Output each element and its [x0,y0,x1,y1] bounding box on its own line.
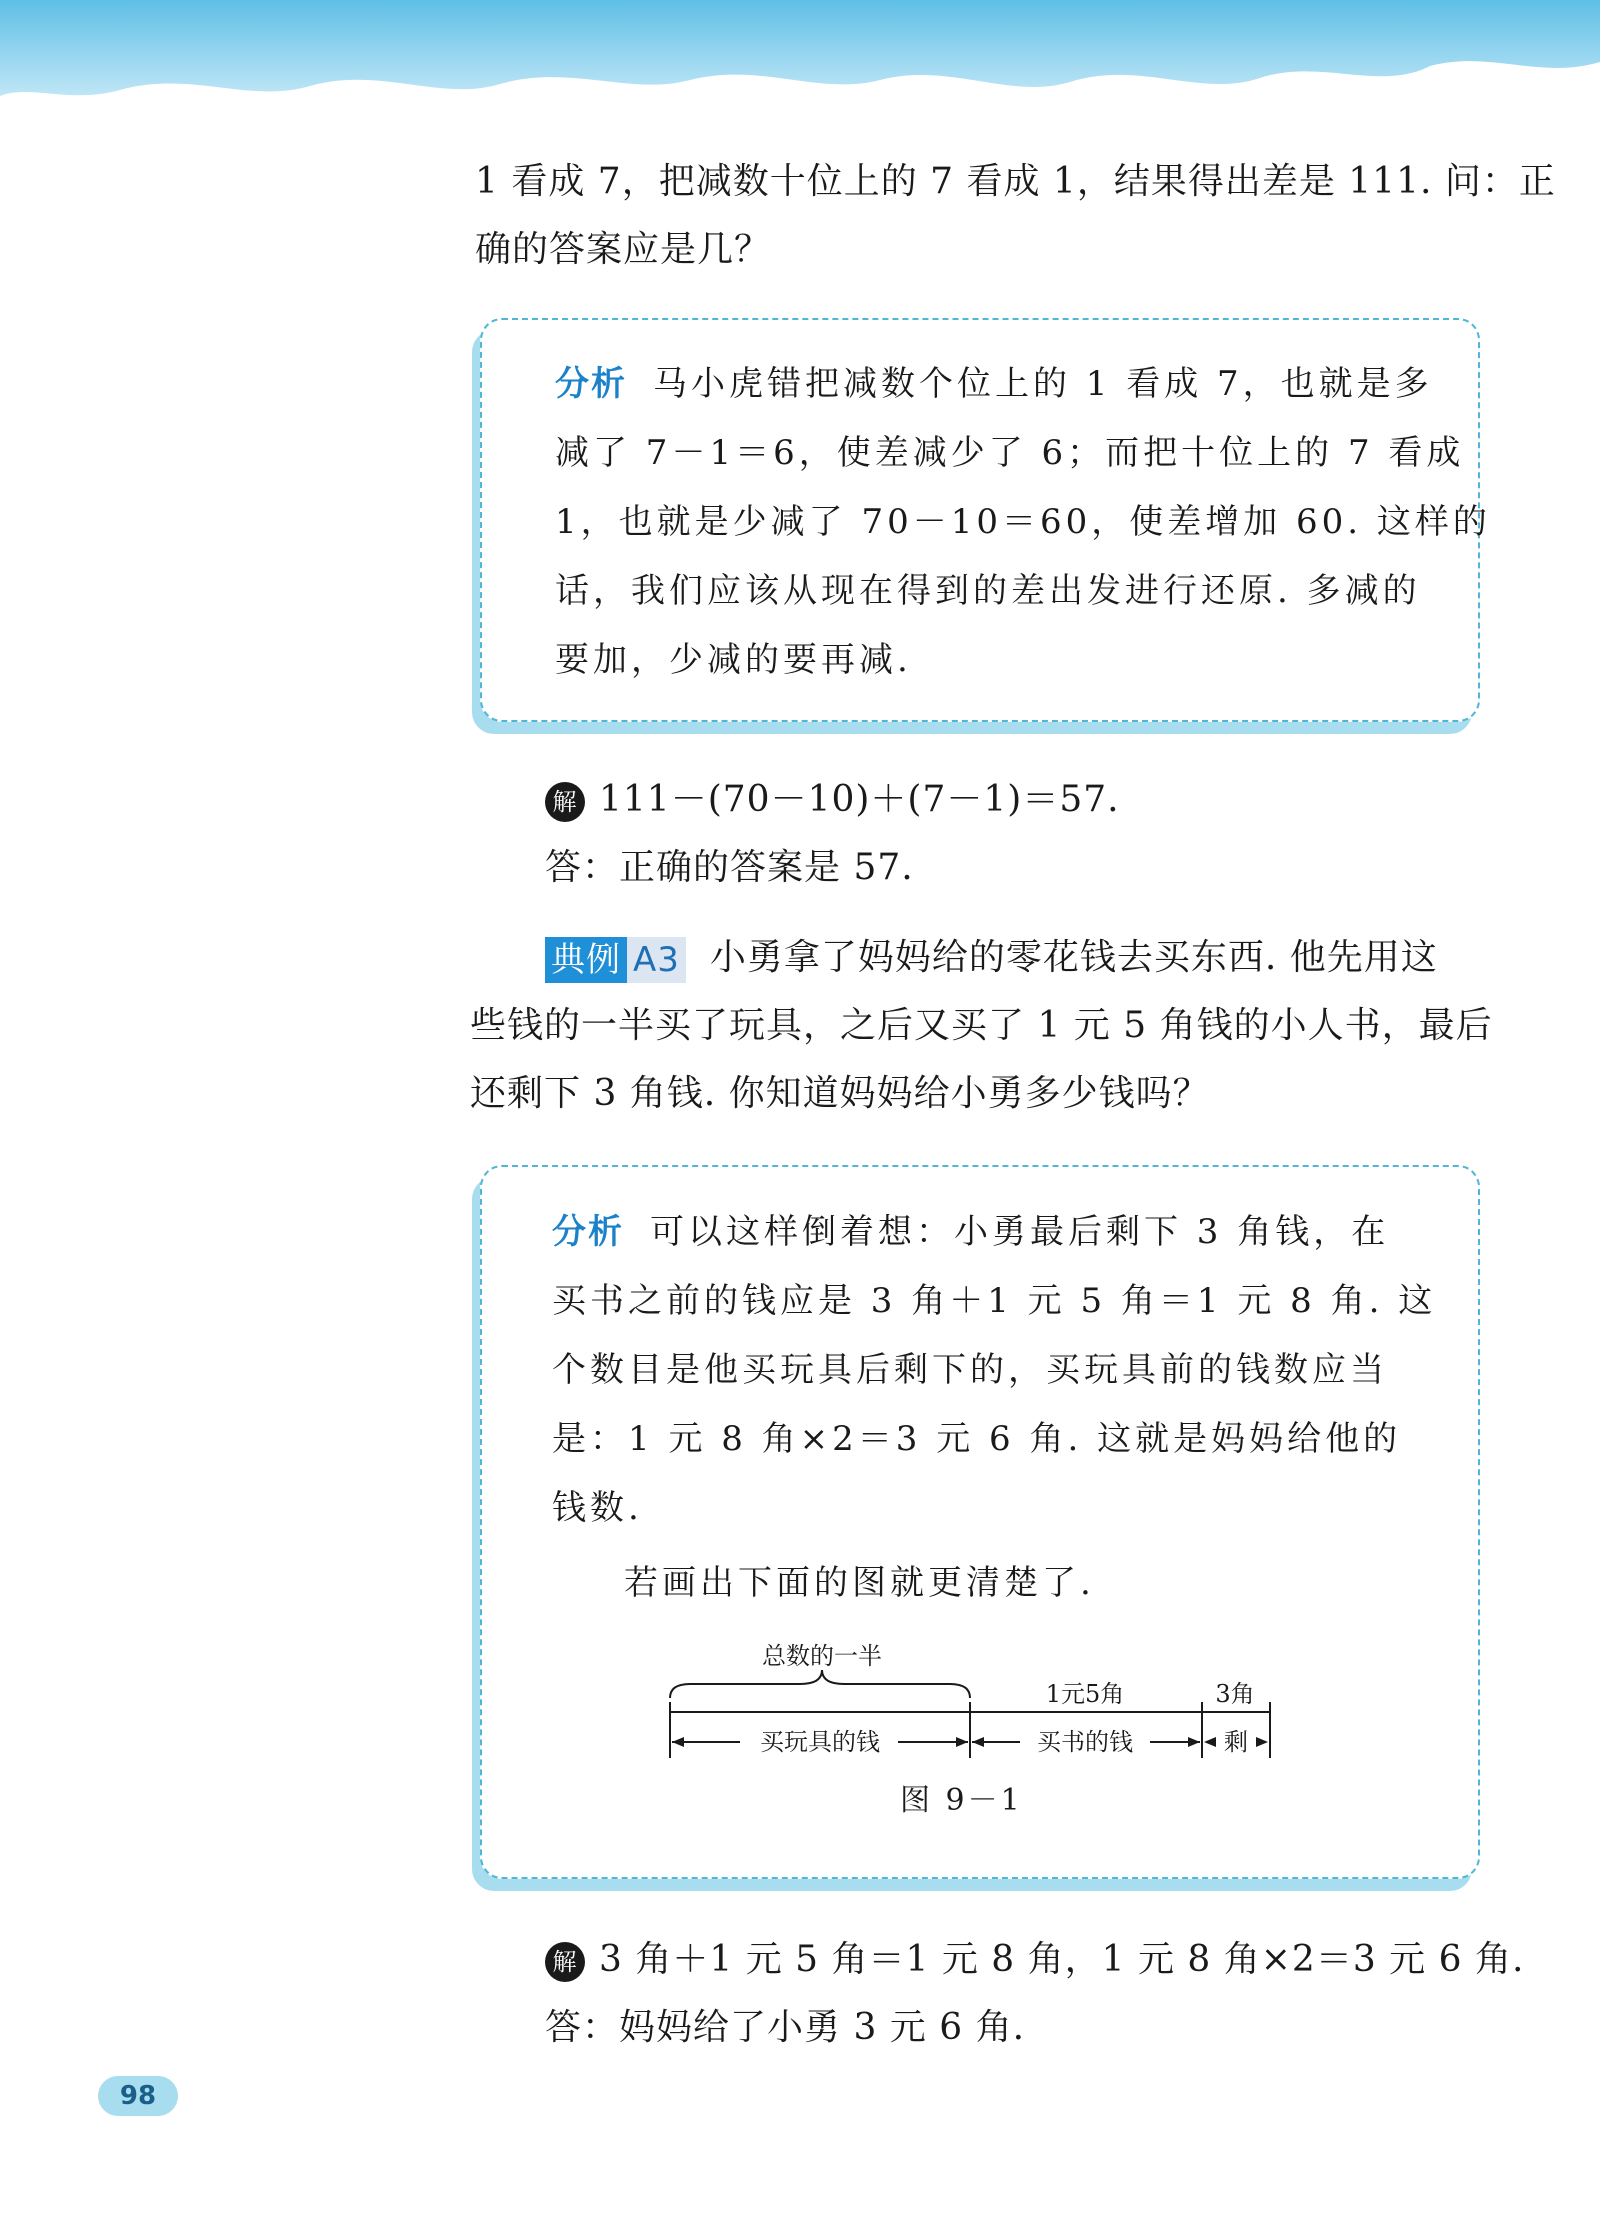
page-number: 98 [98,2076,178,2116]
segment-1-label: 买玩具的钱 [760,1728,880,1756]
arrowhead [1188,1737,1200,1747]
analysis-2-text [552,1198,1436,1618]
segment-3-label: 剩 [1224,1728,1248,1756]
solution-1 [545,766,1120,902]
text-line: 小勇拿了妈妈给的零花钱去买东西. 他先用这 [709,937,1438,978]
sky-cloud-header [0,0,1600,140]
solution-badge: 解 [545,782,585,822]
analysis-label: 分析 [552,1212,624,1252]
solution-answer: 答：正确的答案是 57. [545,847,914,888]
figure-caption: 图 9－1 [900,1783,1023,1818]
example-a3 [470,924,1493,1128]
brace-label: 总数的一半 [762,1642,882,1670]
text-line: 个数目是他买玩具后剩下的，买玩具前的钱数应当 [552,1350,1388,1390]
text-line: 确的答案应是几？ [475,229,772,270]
text-line: 还剩下 3 角钱. 你知道妈妈给小勇多少钱吗？ [470,1073,1210,1114]
segment-2-label: 买书的钱 [1037,1728,1133,1756]
arrowhead [972,1737,984,1747]
text-line: 是：1 元 8 角×2＝3 元 6 角. 这就是妈妈给他的 [552,1419,1402,1459]
text-line: 话，我们应该从现在得到的差出发进行还原. 多减的 [555,571,1421,611]
text-line: 1，也就是少减了 70－10＝60，使差增加 60. 这样的 [555,502,1491,542]
analysis-1-text [555,350,1491,695]
solution-expression: 111－(70－10)＋(7－1)＝57. [599,779,1120,820]
solution-2 [545,1926,1524,2062]
solution-badge: 解 [545,1942,585,1982]
text-line: 1 看成 7，把减数十位上的 7 看成 1，结果得出差是 111. 问：正 [475,161,1556,202]
text-line: 钱数. [552,1488,643,1528]
text-line: 若画出下面的图就更清楚了. [624,1563,1095,1603]
solution-expression: 3 角＋1 元 5 角＝1 元 8 角，1 元 8 角×2＝3 元 6 角. [599,1939,1525,1980]
arrowhead [1256,1737,1268,1747]
segment-3-amount: 3角 [1215,1680,1255,1708]
arrowhead [672,1737,684,1747]
text-line: 些钱的一半买了玩具，之后又买了 1 元 5 角钱的小人书，最后 [470,1005,1493,1046]
problem-text-continued [475,148,1556,284]
arrowhead [1204,1737,1216,1747]
text-line: 马小虎错把减数个位上的 1 看成 7，也就是多 [653,364,1433,404]
analysis-label: 分析 [555,364,627,404]
text-line: 可以这样倒着想：小勇最后剩下 3 角钱，在 [650,1212,1390,1252]
text-line: 买书之前的钱应是 3 角＋1 元 5 角＝1 元 8 角. 这 [552,1281,1437,1321]
arrowhead [956,1737,968,1747]
example-label: 典例 [545,937,627,983]
brace-shape [670,1670,970,1698]
segment-2-amount: 1元5角 [1045,1680,1125,1708]
text-line: 减了 7－1＝6，使差减少了 6；而把十位上的 7 看成 [555,433,1465,473]
example-number: A3 [627,937,686,983]
text-line: 要加，少减的要再减. [555,640,912,680]
solution-answer: 答：妈妈给了小勇 3 元 6 角. [545,2007,1026,2048]
